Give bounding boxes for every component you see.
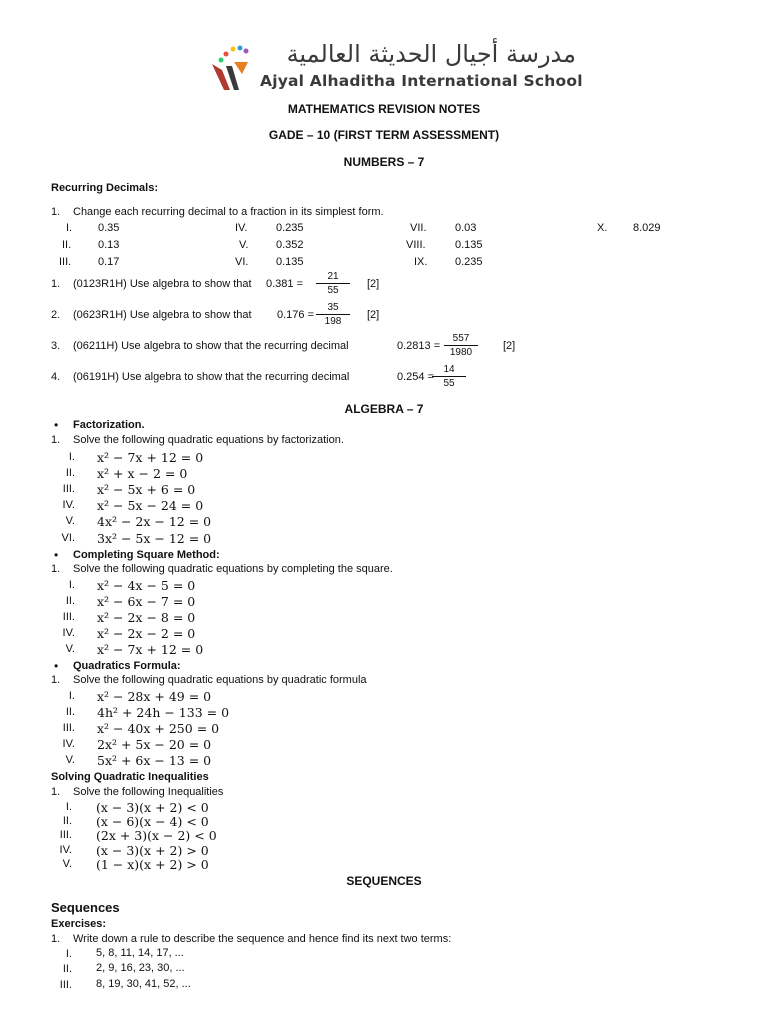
item-label: IV.: [235, 222, 248, 234]
question-number: 1.: [51, 563, 61, 575]
question-number: 4.: [51, 371, 61, 383]
fraction-denominator: 55: [443, 378, 455, 389]
bullet-icon: •: [54, 548, 59, 562]
item-label: III.: [62, 722, 75, 735]
item-label: I.: [66, 222, 73, 234]
recurring-decimal: 0.254 =: [397, 371, 435, 383]
item-label: II.: [62, 815, 72, 828]
question-text: (0123R1H) Use algebra to show that: [73, 278, 252, 290]
item-label: IV.: [62, 499, 75, 512]
item-label: V.: [65, 515, 75, 528]
item-label: VII.: [410, 222, 427, 234]
inequality: (x − 6)(x − 4) < 0: [96, 814, 209, 830]
item-label: IV.: [62, 627, 75, 640]
equation: x² − 5x − 24 = 0: [97, 498, 204, 514]
fraction-numerator: 35: [327, 302, 339, 313]
item-label: V.: [62, 857, 72, 870]
school-name-arabic: مدرسة أجيال الحديثة العالمية: [286, 40, 576, 68]
inequalities-heading: Solving Quadratic Inequalities: [51, 771, 209, 783]
decimal-value: 0.235: [276, 222, 304, 234]
equation: x² − 40x + 250 = 0: [97, 721, 220, 737]
decimal-value: 0.35: [98, 222, 120, 234]
item-label: V.: [239, 239, 249, 251]
decimal-value: 0.135: [276, 256, 304, 268]
quadratic-formula-heading: Quadratics Formula:: [73, 660, 181, 672]
question-text: Solve the following quadratic equations by quadratic formula: [73, 674, 367, 686]
school-name-english: Ajyal Alhaditha International School: [260, 72, 583, 90]
sequence: 8, 19, 30, 41, 52, ...: [96, 977, 191, 990]
decimal-value: 0.352: [276, 239, 304, 251]
fraction-numerator: 14: [443, 364, 455, 375]
item-label: VI.: [235, 256, 249, 268]
equation: x² − 2x − 2 = 0: [97, 626, 196, 642]
item-label: III.: [62, 611, 75, 624]
item-label: I.: [68, 451, 75, 463]
section-algebra-heading: ALGEBRA – 7: [344, 402, 424, 416]
decimal-value: 0.235: [455, 256, 483, 268]
item-label: I.: [65, 801, 72, 813]
sequences-subheading: Sequences: [51, 900, 120, 915]
question-number: 1.: [51, 786, 61, 798]
sequence: 5, 8, 11, 14, 17, ...: [96, 947, 184, 959]
fraction: [444, 333, 478, 358]
equation: 4x² − 2x − 12 = 0: [97, 514, 212, 530]
school-logo: [204, 40, 583, 96]
item-label: II.: [62, 963, 72, 976]
question-text: Solve the following quadratic equations by factorization.: [73, 434, 344, 446]
equation: x² − 5x + 6 = 0: [97, 482, 196, 498]
inequality: (x − 3)(x + 2) < 0: [96, 800, 209, 815]
question-text: Write down a rule to describe the sequence and hence find its next two terms:: [73, 933, 452, 945]
fraction-denominator: 1980: [449, 347, 473, 358]
equation: x² − 7x + 12 = 0: [97, 450, 204, 465]
question-text: (06191H) Use algebra to show that the recurring decimal: [73, 371, 350, 383]
equation: 3x² − 5x − 12 = 0: [97, 530, 212, 546]
question-number: 1.: [51, 674, 61, 686]
item-label: VIII.: [406, 239, 426, 251]
fraction-numerator: 557: [452, 333, 470, 344]
equation: x² − 6x − 7 = 0: [97, 594, 196, 610]
page-subtitle: GADE – 10 (FIRST TERM ASSESSMENT): [268, 128, 500, 142]
equation: 4h² + 24h − 133 = 0: [97, 705, 230, 721]
item-label: III.: [59, 256, 72, 268]
question-number: 1.: [51, 206, 61, 218]
equation: 5x² + 6x − 13 = 0: [97, 753, 212, 769]
inequality: (x − 3)(x + 2) > 0: [96, 842, 209, 858]
item-label: I.: [68, 579, 75, 591]
bullet-icon: •: [54, 659, 59, 673]
fraction-denominator: 198: [324, 316, 342, 327]
fraction: [316, 271, 350, 296]
question-text: (06211H) Use algebra to show that the recurring decimal: [73, 340, 349, 352]
question-text: Solve the following Inequalities: [73, 786, 224, 798]
item-label: II.: [65, 595, 75, 608]
item-label: IV.: [62, 738, 75, 751]
item-label: V.: [65, 643, 75, 656]
section-numbers-heading: NUMBERS – 7: [343, 155, 425, 169]
item-label: IV.: [59, 843, 72, 856]
completing-square-heading: Completing Square Method:: [73, 549, 220, 561]
decimal-value: 0.135: [455, 239, 483, 251]
question-text: Solve the following quadratic equations by completing the square.: [73, 563, 393, 575]
equation: 2x² + 5x − 20 = 0: [97, 737, 212, 753]
item-label: IX.: [414, 256, 428, 268]
fraction: [316, 302, 350, 327]
fraction-numerator: 21: [327, 271, 339, 282]
recurring-decimal: 0.2813 =: [397, 340, 441, 352]
recurring-decimal: 0.176 =: [277, 309, 315, 321]
equation: x² + x − 2 = 0: [97, 466, 188, 482]
equation: x² − 7x + 12 = 0: [97, 642, 204, 658]
inequality: (1 − x)(x + 2) > 0: [96, 856, 209, 872]
decimal-value: 0.03: [455, 222, 477, 234]
equation: x² − 28x + 49 = 0: [97, 689, 212, 704]
recurring-decimals-heading: Recurring Decimals:: [51, 182, 158, 194]
fraction-denominator: 55: [327, 285, 339, 296]
question-number: 1.: [51, 434, 61, 446]
item-label: I.: [65, 948, 72, 960]
factorization-heading: Factorization.: [73, 419, 145, 431]
question-number: 3.: [51, 340, 61, 352]
sequence: 2, 9, 16, 23, 30, ...: [96, 962, 185, 975]
item-label: II.: [62, 239, 72, 251]
item-label: III.: [59, 978, 72, 991]
decimal-value: 0.13: [98, 239, 120, 251]
equation: x² − 2x − 8 = 0: [97, 610, 196, 626]
item-label: X.: [597, 222, 608, 234]
decimal-value: 8.029: [633, 222, 661, 234]
section-sequences-heading: SEQUENCES: [346, 874, 422, 888]
school-emblem-icon: [204, 40, 264, 96]
question-text: Change each recurring decimal to a fraction in its simplest form.: [73, 206, 384, 218]
item-label: V.: [65, 754, 75, 767]
item-label: VI.: [61, 531, 75, 544]
question-number: 2.: [51, 309, 61, 321]
page-title: MATHEMATICS REVISION NOTES: [287, 102, 481, 116]
marks: [2]: [367, 278, 380, 290]
decimal-value: 0.17: [98, 256, 120, 268]
exercises-label: Exercises:: [51, 918, 107, 930]
question-number: 1.: [51, 933, 61, 945]
item-label: II.: [65, 706, 75, 719]
item-label: I.: [68, 690, 75, 702]
equation: x² − 4x − 5 = 0: [97, 578, 196, 593]
marks: [2]: [367, 309, 380, 321]
question-text: (0623R1H) Use algebra to show that: [73, 309, 252, 321]
question-number: 1.: [51, 278, 61, 290]
bullet-icon: •: [54, 418, 59, 432]
item-label: II.: [65, 467, 75, 480]
item-label: III.: [62, 483, 75, 496]
item-label: III.: [59, 829, 72, 842]
marks: [2]: [503, 340, 516, 352]
recurring-decimal: 0.381 =: [266, 278, 304, 290]
inequality: (2x + 3)(x − 2) < 0: [96, 828, 217, 844]
fraction: [432, 364, 466, 389]
